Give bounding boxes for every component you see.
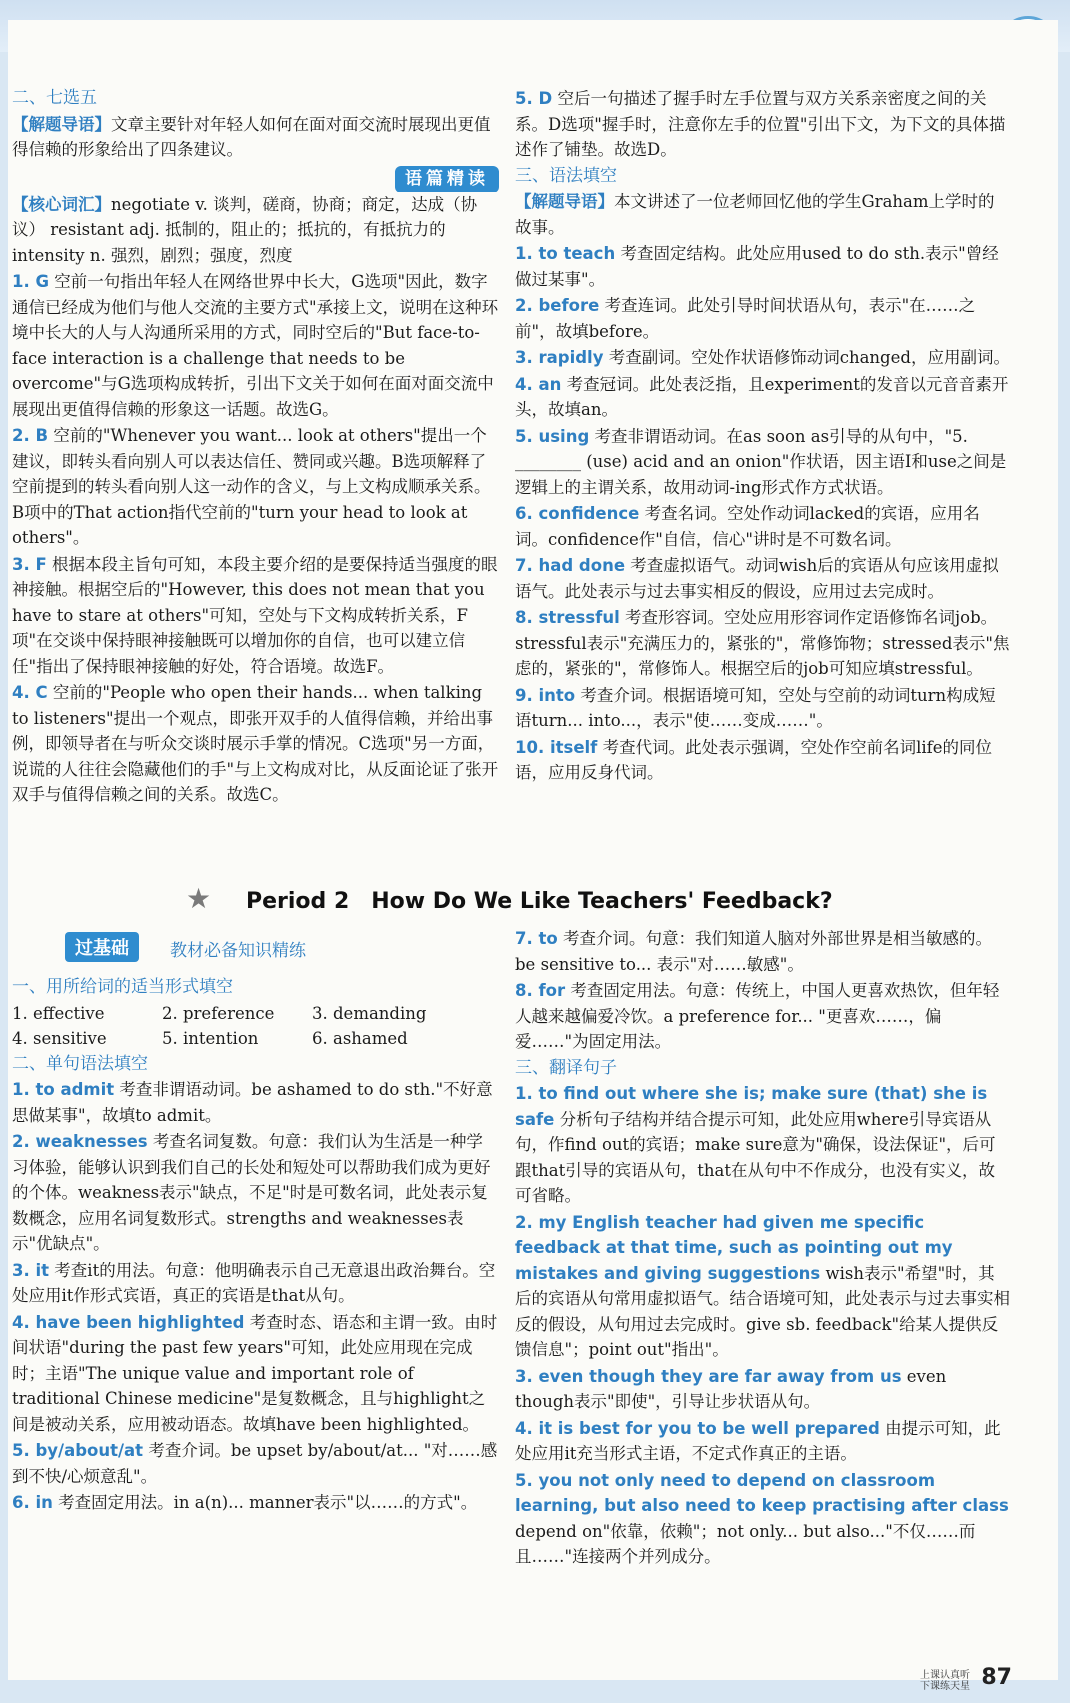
word-answer: 5. intention bbox=[162, 1029, 259, 1048]
answer-num: 1. G bbox=[12, 272, 50, 291]
answer-item bbox=[12, 1129, 499, 1257]
word-answer: 2. preference bbox=[162, 1003, 275, 1023]
guide-text: 本文讲述了一位老师回忆他的学生Graham上学时的故事。 bbox=[515, 192, 995, 237]
answer-num: 7. had done bbox=[515, 556, 626, 575]
answer-num: 9. into bbox=[515, 685, 576, 705]
answer-text: 考查连词。此处引导时间状语从句，表示"在……之前"，故填before。 bbox=[515, 296, 976, 341]
answer-text: 空前一句指出年轻人在网络世界中长大，G选项"因此，数字通信已经成为他们与他人交流的主要方式"承接上文，说明在这种环境中长大的人与人沟通所采用的方式，同时空后的"But face-to-face interaction is a challenge that needs to be overcome"与G选项构成转折，引出下文关于如何在面对面交流中展现出更值得信赖的形象这一话题。故选G。 bbox=[12, 272, 499, 419]
basics-subtitle: 教材必备知识精练 bbox=[170, 941, 306, 961]
basics-label: 过基础 bbox=[65, 932, 139, 962]
answer-num: 1. to admit bbox=[12, 1080, 115, 1099]
period-heading bbox=[0, 880, 1070, 920]
section-heading: 二、七选五 bbox=[12, 88, 97, 108]
answer-item bbox=[12, 1258, 499, 1309]
core-vocab bbox=[12, 192, 499, 269]
word-answer: 6. ashamed bbox=[312, 1029, 408, 1048]
answer-text: 考查介词。be upset by/about/at... "对……感到不快/心烦意乱"。 bbox=[12, 1441, 498, 1486]
answer-item bbox=[12, 1490, 499, 1516]
guide-tag: 【解题导语】 bbox=[12, 114, 111, 134]
translation-explain: depend on"依靠，依赖"；not only... but also..."不仅……而且……"连接两个并列成分。 bbox=[515, 1521, 976, 1566]
translation-item bbox=[515, 1416, 1010, 1467]
answer-text: 考查形容词。空处应用形容词作定语修饰名词job。stressful表示"充满压力的，紧张的"，常修饰物；stressed表示"焦虑的，紧张的"，常修饰人。根据空后的job可知应填stressful。 bbox=[515, 608, 1010, 678]
period-title: Period 2 How Do We Like Teachers' Feedback? bbox=[246, 889, 833, 914]
answer-text: 空后一句描述了握手时左手位置与双方关系亲密度之间的关系。D选项"握手时，注意你左手的位置"引出下文，为下文的具体描述作了铺垫。故选D。 bbox=[515, 89, 1006, 159]
answer-item bbox=[515, 86, 1010, 163]
answer-num: 8. stressful bbox=[515, 608, 620, 627]
answer-text: 考查介词。根据语境可知，空处与空前的动词turn构成短语turn... into...，表示"使……变成……"。 bbox=[515, 685, 996, 730]
left-column-bottom bbox=[12, 975, 499, 1517]
translation-answer: 3. even though they are far away from us bbox=[515, 1366, 902, 1386]
answer-item bbox=[515, 424, 1010, 501]
footer-slogan bbox=[920, 1670, 970, 1692]
answer-text: 考查虚拟语气。动词wish后的宾语从句应该用虚拟语气。此处表示与过去事实相反的假设，应用过去完成时。 bbox=[515, 556, 999, 601]
answer-num: 4. have been highlighted bbox=[12, 1312, 245, 1332]
answer-num: 7. to bbox=[515, 929, 558, 948]
word-answer: 1. effective bbox=[12, 1003, 105, 1023]
answer-text: 考查固定结构。此处应用used to do sth.表示"曾经做过某事"。 bbox=[515, 244, 999, 289]
translation-explain: 分析句子结构并结合提示可知，此处应用where引导宾语从句，作find out的宾语；make sure意为"确保，设法保证"，后可跟that引导的宾语从句，that在从句中不作成分，也没有实义，故可省略。 bbox=[515, 1109, 996, 1205]
answer-num: 6. confidence bbox=[515, 504, 640, 523]
answer-item bbox=[515, 501, 1010, 552]
basics-bar bbox=[20, 932, 500, 960]
translation-answer: 5. you not only need to depend on classroom learning, but also need to keep practising after class bbox=[515, 1470, 1009, 1515]
answer-item bbox=[12, 269, 499, 422]
section-heading: 一、用所给词的适当形式填空 bbox=[12, 977, 233, 997]
core-tag: 【核心词汇】 bbox=[12, 194, 111, 214]
answer-text: 考查it的用法。句意：他明确表示自己无意退出政治舞台。空处应用it作形式宾语，真正的宾语是that从句。 bbox=[12, 1260, 496, 1305]
translation-answer: 1. to find out where she is; make sure (that) she is safe bbox=[515, 1084, 988, 1129]
answer-text: 空前的"People who open their hands... when talking to listeners"提出一个观点，即张开双手的人值得信赖，并给出事例，即领导者在与听众交谈时展示手掌的情况。C选项"另一方面，说谎的人往往会隐藏他们的手"与上文构成对比，从反面论证了张开双手与值得信赖之间的关系。故选C。 bbox=[12, 683, 499, 804]
right-column-bottom bbox=[515, 926, 1010, 1571]
answer-item bbox=[515, 926, 1010, 977]
section-heading: 三、语法填空 bbox=[515, 165, 617, 186]
word-grid bbox=[12, 1001, 499, 1052]
translation-answer: 4. it is best for you to be well prepared bbox=[515, 1418, 880, 1438]
answer-item bbox=[12, 680, 499, 808]
core-text: negotiate v. 谈判，磋商，协商；商定，达成（协议） resistant adj. 抵制的，阻止的；抵抗的，有抵抗力的 intensity n. 强烈，剧烈；强度，烈度 bbox=[12, 194, 478, 265]
answer-item bbox=[515, 978, 1010, 1055]
answer-item bbox=[12, 1310, 499, 1438]
answer-num: 3. F bbox=[12, 554, 47, 574]
answer-text: 考查固定用法。句意：传统上，中国人更喜欢热饮，但年轻人越来越偏爱冷饮。a preference for... "更喜欢……，偏爱……"为固定用法。 bbox=[515, 981, 1000, 1051]
page-number: 87 bbox=[981, 1665, 1012, 1690]
answer-num: 4. C bbox=[12, 683, 48, 702]
answer-item bbox=[515, 241, 1010, 292]
answer-text: 考查非谓语动词。be ashamed to do sth."不好意思做某事"，故填to admit。 bbox=[12, 1080, 493, 1125]
answer-item bbox=[515, 735, 1010, 786]
answer-item bbox=[515, 605, 1010, 682]
answer-num: 5. by/about/at bbox=[12, 1441, 144, 1460]
star-icon: ★ bbox=[186, 882, 212, 915]
answer-text: 根据本段主旨句可知，本段主要介绍的是要保持适当强度的眼神接触。根据空后的"However, this does not mean that you have to stare at others"可知，空处与下文构成转折关系，F项"在交谈中保持眼神接触既可以增加你的自信，也可以建立信任"指出了保持眼神接触的好处，符合语境。故选F。 bbox=[12, 554, 498, 676]
word-answer: 4. sensitive bbox=[12, 1029, 107, 1048]
answer-num: 2. B bbox=[12, 426, 49, 445]
answer-num: 4. an bbox=[515, 374, 562, 394]
answer-text: 考查非谓语动词。在as soon as引导的从句中，"5. ________ (use) acid and an onion"作状语，因主语I和use之间是逻辑上的主谓关系，故用动词-ing形式作方式状语。 bbox=[515, 426, 1007, 497]
answer-text: 考查介词。句意：我们知道人脑对外部世界是相当敏感的。be sensitive to... 表示"对……敏感"。 bbox=[515, 929, 992, 974]
footer-line: 上课认真听 bbox=[920, 1670, 970, 1681]
answer-text: 考查名词。空处作动词lacked的宾语，应用名词。confidence作"自信，信心"讲时是不可数名词。 bbox=[515, 504, 980, 549]
guide-tag: 【解题导语】 bbox=[515, 192, 614, 211]
answer-item bbox=[515, 683, 1010, 734]
translation-explain: even though表示"即使"，引导让步状语从句。 bbox=[515, 1366, 947, 1411]
answer-item bbox=[515, 372, 1010, 423]
answer-num: 3. rapidly bbox=[515, 348, 604, 367]
answer-item bbox=[515, 345, 1010, 371]
answer-num: 1. to teach bbox=[515, 244, 616, 263]
answer-num: 2. before bbox=[515, 296, 600, 315]
translation-item bbox=[515, 1210, 1010, 1363]
answer-item bbox=[12, 1077, 499, 1128]
translation-explain: wish表示"希望"时，其后的宾语从句常用虚拟语气。结合语境可知，此处表示与过去事实相反的假设，从句用过去完成时。give sb. feedback"给某人提供反馈信息"；point out"指出"。 bbox=[515, 1263, 1010, 1359]
guide-paragraph bbox=[515, 189, 1010, 240]
answer-text: 考查固定用法。in a(n)... manner表示"以……的方式"。 bbox=[58, 1493, 478, 1512]
answer-item bbox=[12, 552, 499, 680]
guide-text: 文章主要针对年轻人如何在面对面交流时展现出更值得信赖的形象给出了四条建议。 bbox=[12, 114, 491, 159]
section-heading: 三、翻译句子 bbox=[515, 1057, 617, 1078]
answer-num: 2. weaknesses bbox=[12, 1132, 148, 1151]
answer-text: 考查代词。此处表示强调，空处作空前名词life的同位语，应用反身代词。 bbox=[515, 737, 993, 782]
left-column bbox=[12, 86, 499, 809]
answer-item bbox=[515, 553, 1010, 604]
answer-item bbox=[12, 423, 499, 551]
section-heading: 二、单句语法填空 bbox=[12, 1053, 148, 1074]
answer-text: 考查冠词。此处表泛指，且experiment的发音以元音音素开头，故填an。 bbox=[515, 374, 1009, 419]
answer-item bbox=[12, 1438, 499, 1489]
guide-paragraph bbox=[12, 112, 499, 163]
translation-item bbox=[515, 1468, 1010, 1570]
translation-item bbox=[515, 1081, 1010, 1209]
answer-num: 5. D bbox=[515, 89, 553, 108]
translation-answer: 2. my English teacher had given me specific feedback at that time, such as pointing out my mistakes and giving suggestions bbox=[515, 1212, 953, 1283]
answer-num: 3. it bbox=[12, 1260, 50, 1280]
answer-num: 5. using bbox=[515, 426, 590, 446]
answer-text: 空前的"Whenever you want... look at others"提出一个建议，即转头看向别人可以表达信任、赞同或兴趣。B选项解释了空前提到的转头看向别人这一动作的含义，与上文构成顺承关系。B项中的That action指代空前的"turn your head to look at others"。 bbox=[12, 426, 491, 547]
reading-pill: 语篇精读 bbox=[395, 166, 499, 192]
answer-text: 考查名词复数。句意：我们认为生活是一种学习体验，能够认识到我们自己的长处和短处可以帮助我们成为更好的个体。weakness表示"缺点，不足"时是可数名词，此处表示复数概念，应用名词复数形式。strengths and weaknesses表示"优缺点"。 bbox=[12, 1132, 491, 1253]
answer-num: 6. in bbox=[12, 1493, 53, 1512]
answer-num: 10. itself bbox=[515, 737, 598, 757]
right-column bbox=[515, 86, 1010, 787]
translation-item bbox=[515, 1364, 1010, 1415]
answer-text: 考查副词。空处作状语修饰动词changed，应用副词。 bbox=[608, 348, 1010, 367]
translation-explain: 由提示可知，此处应用it充当形式主语，不定式作真正的主语。 bbox=[515, 1418, 1001, 1463]
answer-item bbox=[515, 293, 1010, 344]
answer-text: 考查时态、语态和主谓一致。由时间状语"during the past few years"可知，此处应用现在完成时；主语"The unique value and important role of traditional Chinese medicine"是复数概念，且与highlight之间是被动关系，应用被动语态。故填have been highlighted。 bbox=[12, 1312, 498, 1434]
footer-line: 下课练天星 bbox=[920, 1681, 970, 1692]
answer-num: 8. for bbox=[515, 981, 566, 1000]
word-answer: 3. demanding bbox=[312, 1003, 427, 1023]
